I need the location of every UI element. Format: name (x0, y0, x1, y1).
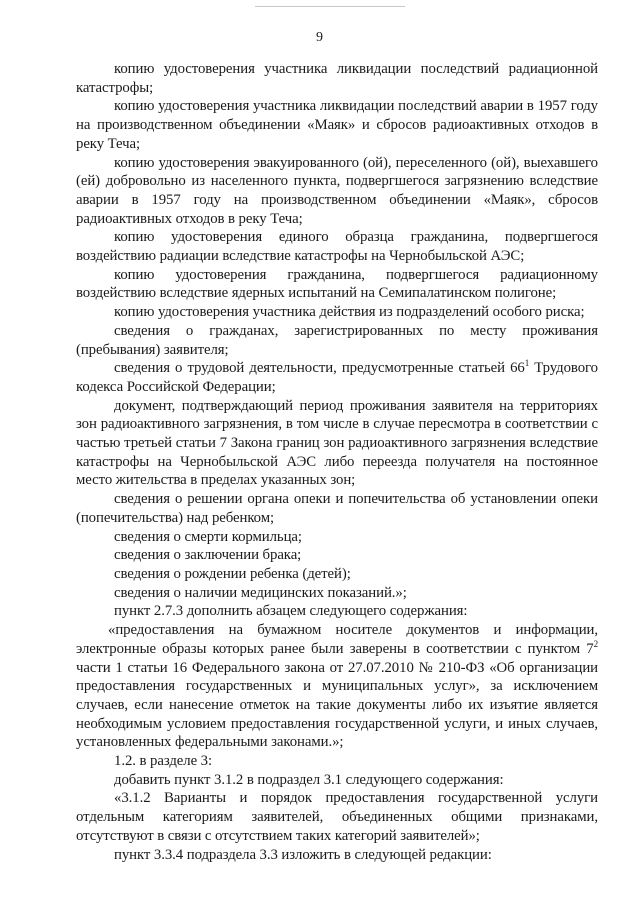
paragraph: сведения о смерти кормильца; (114, 528, 302, 545)
page-number: 9 (316, 30, 323, 45)
footnote-superscript: 2 (593, 638, 598, 649)
paragraph-text: сведения о трудовой деятельности, предусмотренные статьей 66 (114, 360, 525, 377)
paragraph: 1.2. в разделе 3: (114, 753, 213, 770)
paragraph: сведения о заключении брака; (114, 547, 302, 564)
footnote-superscript: 1 (524, 358, 530, 369)
paragraph: копию удостоверения гражданина, подвергшегося радиационному воздействию вследствие ядерных испытаний на Семипалатинском полигоне; (76, 266, 598, 302)
paragraph: копию удостоверения участника ликвидации последствий аварии в 1957 году на производственном объединении «Маяк» и сбросов радиоактивных отходов в реку Теча; (76, 98, 598, 152)
paragraph-text: части 1 статьи 16 Федерального закона от 27.07.2010 № 210-ФЗ «Об организации предоставления государственных и муниципальных услуг», за исключением случаев, если нанесение отметок на такие документы либо их изъятие является необходимым условием предоставления государственной услуги, и иных случаев, установленных федеральными законами.»; (76, 659, 598, 751)
paragraph: документ, подтверждающий период проживания заявителя на территориях зон радиоактивного загрязнения, в том числе в случае пересмотра в соответствии с частью третьей статьи 7 Закона границ зон радиоактивного загрязнения вследствие катастрофы на Чернобыльской АЭС либо переезда получателя на постоянное место жительства в пределах указанных зон; (76, 397, 598, 489)
paragraph: копию удостоверения единого образца гражданина, подвергшегося воздействию радиации вследствие катастрофы на Чернобыльской АЭС; (76, 229, 598, 265)
paragraph: «3.1.2 Варианты и порядок предоставления государственной услуги отдельным категориям заявителей, объединенных общими признаками, отсутствуют в связи с отсутствием таких категорий заявителей»; (76, 790, 598, 844)
paragraph: сведения о наличии медицинских показаний.»; (114, 584, 407, 601)
paragraph: копию удостоверения эвакуированного (ой), переселенного (ой), выехавшего (ей) добровольно из населенного пункта, подвергшегося загрязнению вследствие аварии в 1957 году на производственном объединении «Маяк», сбросов радиоактивных отходов в реку Теча; (76, 154, 598, 227)
paragraph (76, 621, 598, 752)
paragraph: пункт 2.7.3 дополнить абзацем следующего содержания: (114, 603, 468, 620)
paragraph: сведения о рождении ребенка (детей); (114, 565, 351, 582)
paragraph (76, 359, 598, 396)
paragraph: копию удостоверения участника ликвидации последствий радиационной катастрофы; (76, 61, 598, 96)
paragraph-text: Трудового кодекса Российской Федерации; (76, 360, 598, 395)
paragraph: добавить пункт 3.1.2 в подраздел 3.1 следующего содержания: (114, 771, 504, 788)
paragraph: пункт 3.3.4 подраздела 3.3 изложить в следующей редакции: (114, 846, 492, 863)
paragraph: сведения о гражданах, зарегистрированных по месту проживания (пребывания) заявителя; (76, 322, 598, 358)
top-edge-rule (255, 6, 405, 7)
paragraph: сведения о решении органа опеки и попечительства об установлении опеки (попечительства) над ребенком; (76, 491, 598, 526)
paragraph: копию удостоверения участника действия из подразделений особого риска; (114, 304, 585, 321)
paragraph-text: «предоставления на бумажном носителе документов и информации, электронные образы которых ранее были заверены в соответствии с пунктом 7 (76, 622, 598, 657)
document-body (76, 60, 598, 864)
